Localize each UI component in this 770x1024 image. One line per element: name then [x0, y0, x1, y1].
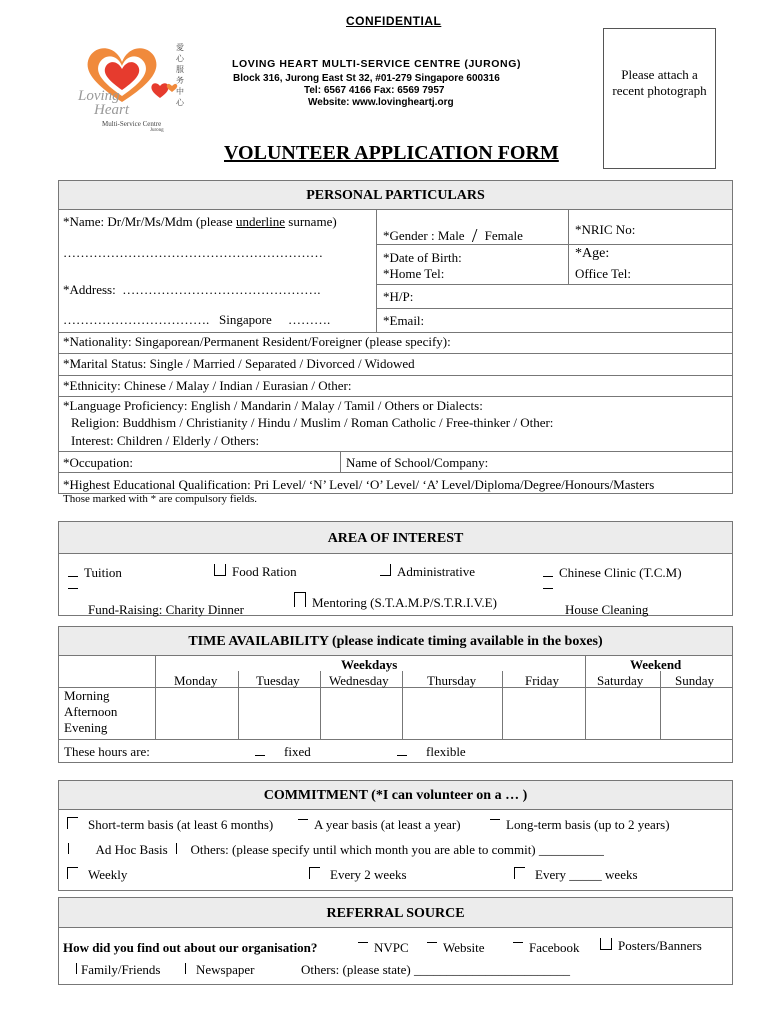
confidential-label: CONFIDENTIAL — [346, 14, 442, 28]
home-tel-field[interactable]: *Home Tel: — [383, 266, 445, 281]
compulsory-note: Those marked with * are compulsory fields. — [63, 493, 257, 505]
interest-chinese-clinic[interactable]: Chinese Clinic (T.C.M) — [543, 565, 682, 581]
photo-box-text: Please attach a recent photograph — [612, 67, 707, 98]
referral-others[interactable]: Others: (please state) ________________________ — [301, 962, 570, 977]
slot-evening: Evening — [64, 720, 108, 735]
referral-facebook[interactable]: Facebook — [513, 940, 580, 956]
school-company-field[interactable]: Name of School/Company: — [346, 455, 489, 470]
commit-every-n-weeks[interactable]: Every _____ weeks — [514, 867, 638, 883]
referral-nvpc[interactable]: NVPC — [358, 940, 409, 956]
referral-website[interactable]: Website — [427, 940, 485, 956]
hp-field[interactable]: *H/P: — [383, 289, 414, 304]
religion-field[interactable]: Religion: Buddhism / Christianity / Hindu / Muslim / Roman Catholic / Free-thinker / Other: — [71, 415, 554, 430]
commit-others[interactable]: Others: (please specify until which month you are able to commit) __________ — [176, 842, 604, 858]
commitment-section-header: COMMITMENT (*I can volunteer on a … ) — [58, 780, 733, 810]
weekdays-label: Weekdays — [341, 657, 398, 672]
office-tel-field[interactable]: Office Tel: — [575, 266, 632, 281]
day-saturday: Saturday — [597, 673, 644, 688]
name-label: *Name: Dr/Mr/Ms/Mdm (please underline surname) — [63, 214, 337, 229]
day-wednesday: Wednesday — [329, 673, 389, 688]
personal-section-header: PERSONAL PARTICULARS — [58, 180, 733, 210]
time-section-header: TIME AVAILABILITY (please indicate timing available in the boxes) — [58, 626, 733, 656]
commit-ad-hoc[interactable]: Ad Hoc Basis — [68, 842, 168, 858]
interest-fund-raising[interactable]: Fund-Raising: Charity Dinner — [68, 586, 244, 618]
commit-every-2-weeks[interactable]: Every 2 weeks — [309, 867, 407, 883]
ethnicity-field[interactable]: *Ethnicity: Chinese / Malay / Indian / Eurasian / Other: — [63, 378, 352, 393]
slot-afternoon: Afternoon — [64, 704, 118, 719]
referral-family-friends[interactable]: Family/Friends — [76, 962, 160, 978]
hours-fixed-option[interactable]: fixed — [255, 744, 311, 760]
hours-label: These hours are: — [64, 744, 150, 759]
day-thursday: Thursday — [427, 673, 477, 688]
logo-sub2: Jurong — [150, 128, 164, 133]
commit-short-term[interactable]: Short-term basis (at least 6 months) — [67, 817, 273, 833]
address-line2[interactable]: ……………………………. Singapore ………. — [63, 312, 331, 327]
slot-morning: Morning — [64, 688, 110, 703]
nric-field[interactable]: *NRIC No: — [575, 222, 636, 237]
referral-question: How did you find out about our organisation? — [63, 940, 318, 955]
logo-chinese: 愛心服务中心 — [176, 43, 184, 107]
org-address: Block 316, Jurong East St 32, #01-279 Singapore 600316 — [233, 73, 500, 84]
referral-section-header: REFERRAL SOURCE — [58, 897, 733, 928]
logo-sub1: Multi-Service Centre — [102, 120, 162, 128]
nationality-field[interactable]: *Nationality: Singaporean/Permanent Resident/Foreigner (please specify): — [63, 334, 451, 349]
day-monday: Monday — [174, 673, 218, 688]
marital-status-field[interactable]: *Marital Status: Single / Married / Separated / Divorced / Widowed — [63, 356, 415, 371]
interest-administrative[interactable]: Administrative — [380, 564, 475, 580]
email-field[interactable]: *Email: — [383, 313, 425, 328]
referral-posters[interactable]: Posters/Banners — [600, 938, 702, 954]
age-field[interactable]: *Age: — [575, 246, 610, 261]
photo-box[interactable] — [603, 28, 716, 169]
day-sunday: Sunday — [675, 673, 714, 688]
interest-house-cleaning[interactable]: House Cleaning — [543, 586, 648, 618]
day-tuesday: Tuesday — [256, 673, 300, 688]
dob-field[interactable]: *Date of Birth: — [383, 250, 462, 265]
availability-grid[interactable] — [156, 688, 733, 739]
occupation-field[interactable]: *Occupation: — [63, 455, 134, 470]
interest-food-ration[interactable]: Food Ration — [214, 564, 297, 580]
name-field[interactable]: …………………………………………………… — [63, 245, 323, 260]
org-website: Website: www.lovingheartj.org — [308, 97, 454, 108]
weekend-label: Weekend — [630, 657, 682, 672]
logo-word-loving: Loving — [78, 88, 120, 104]
interest-mentoring[interactable]: Mentoring (S.T.A.M.P/S.T.R.I.V.E) — [294, 592, 497, 611]
referral-newspaper[interactable]: Newspaper — [185, 962, 254, 978]
interest-section-header: AREA OF INTEREST — [58, 521, 733, 554]
org-name: LOVING HEART MULTI-SERVICE CENTRE (JURONG) — [232, 58, 522, 70]
logo-word-heart: Heart — [94, 102, 129, 118]
interest-tuition[interactable]: Tuition — [68, 565, 122, 581]
org-tel-fax: Tel: 6567 4166 Fax: 6569 7957 — [304, 85, 445, 96]
day-friday: Friday — [525, 673, 559, 688]
language-field[interactable]: *Language Proficiency: English / Mandarin / Malay / Tamil / Others or Dialects: — [63, 398, 483, 413]
hours-flexible-option[interactable]: flexible — [397, 744, 466, 760]
commit-weekly[interactable]: Weekly — [67, 867, 127, 883]
address-field[interactable]: *Address: ………………………………………. — [63, 282, 321, 297]
commit-long-term[interactable]: Long-term basis (up to 2 years) — [490, 817, 670, 833]
education-field[interactable]: *Highest Educational Qualification: Pri Level/ ‘N’ Level/ ‘O’ Level/ ‘A’ Level/Diploma/Degree/Honours/Masters — [63, 477, 655, 492]
commit-year-basis[interactable]: A year basis (at least a year) — [298, 817, 461, 833]
gender-field[interactable]: *Gender : Male / Female — [383, 225, 523, 247]
interest-field[interactable]: Interest: Children / Elderly / Others: — [71, 433, 260, 448]
form-title: VOLUNTEER APPLICATION FORM — [224, 142, 559, 164]
